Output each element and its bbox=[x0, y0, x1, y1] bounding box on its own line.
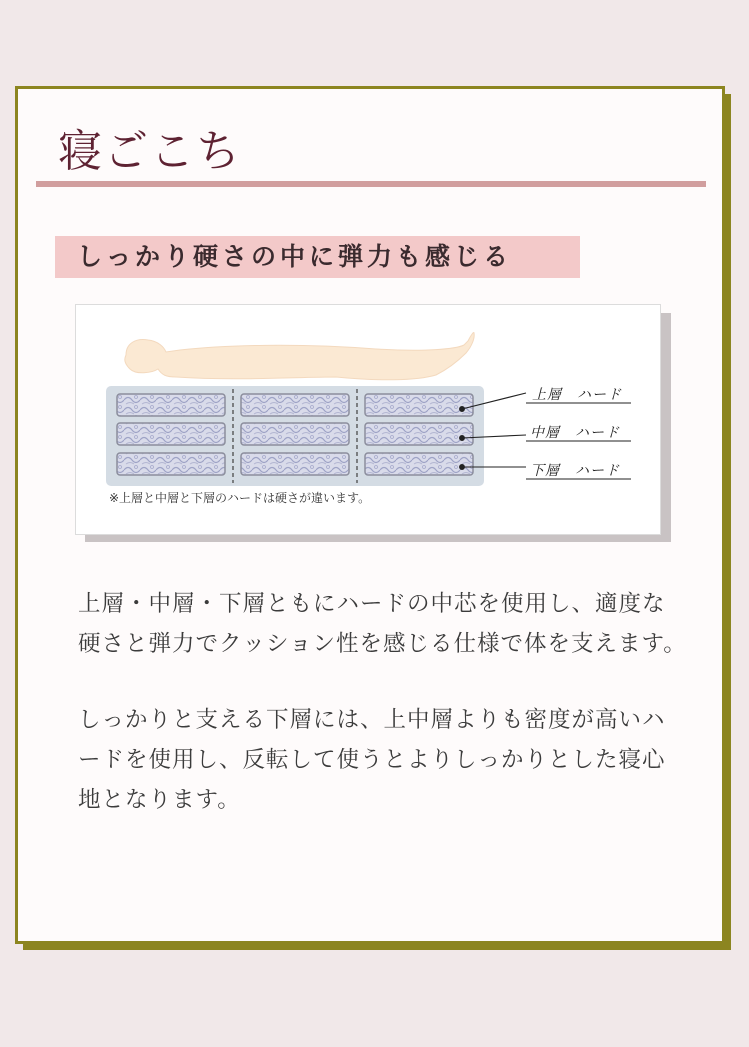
sleep-feel-card bbox=[15, 86, 725, 944]
figure-note: ※上層と中層と下層のハードは硬さが違います。 bbox=[109, 491, 371, 505]
layer-diagram-svg bbox=[76, 305, 660, 534]
description bbox=[78, 584, 688, 820]
label-bottom-layer: 下層 ハード bbox=[530, 463, 620, 479]
layer-diagram bbox=[75, 304, 661, 535]
section-subtitle: しっかり硬さの中に弾力も感じる bbox=[55, 236, 580, 278]
paragraph-2: しっかりと支える下層には、上中層よりも密度が高いハードを使用し、反転して使うとよりしっかりとした寝心地となります。 bbox=[78, 707, 666, 813]
paragraph-1: 上層・中層・下層ともにハードの中芯を使用し、適度な硬さと弾力でクッション性を感じる仕様で体を支えます。 bbox=[78, 591, 687, 657]
label-middle-layer: 中層 ハード bbox=[530, 425, 620, 441]
label-top-layer: 上層 ハード bbox=[532, 387, 622, 403]
title-divider bbox=[36, 181, 706, 187]
section-title: 寝ごこち bbox=[58, 126, 242, 177]
layer-cells bbox=[117, 394, 473, 475]
body-silhouette bbox=[125, 332, 474, 379]
